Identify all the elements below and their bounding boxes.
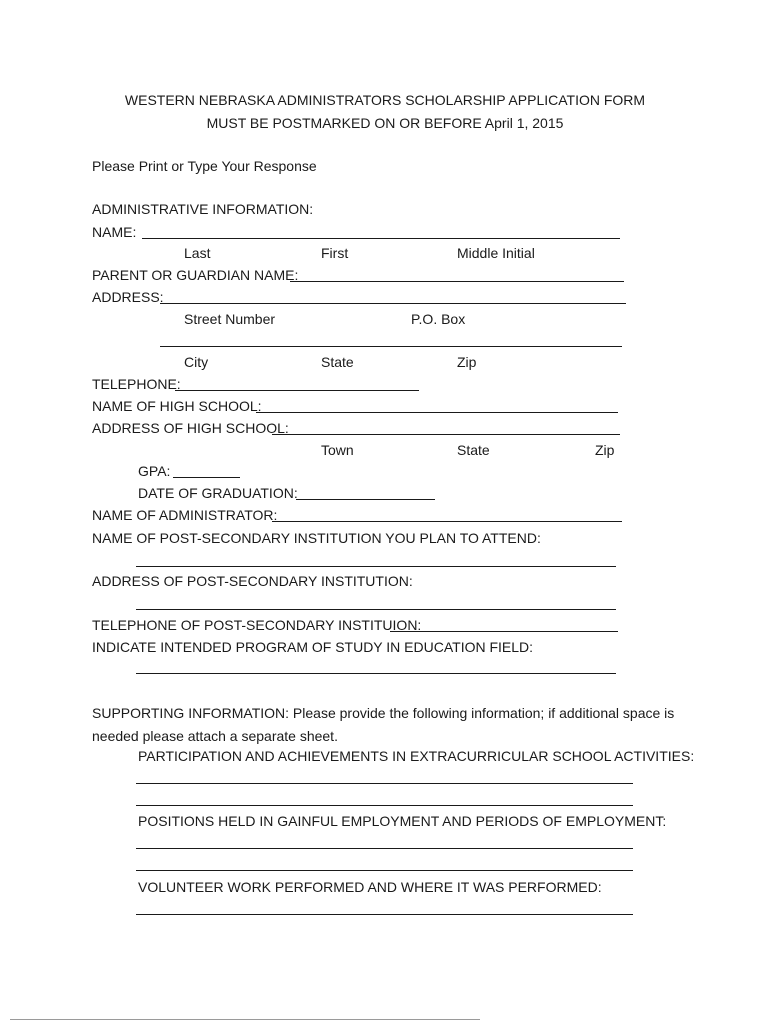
name-sub-last: Last (184, 245, 211, 261)
volunteer-label: VOLUNTEER WORK PERFORMED AND WHERE IT WAS PERFORMED: (138, 879, 602, 895)
postsecondary-phone-label: TELEPHONE OF POST-SECONDARY INSTITUION: (92, 617, 422, 633)
employment-field-2[interactable] (136, 870, 633, 871)
telephone-field[interactable] (175, 390, 419, 391)
postsecondary-address-field[interactable] (136, 609, 616, 610)
high-school-field[interactable] (256, 412, 618, 413)
address-sub-po: P.O. Box (411, 311, 466, 327)
admin-section-title: ADMINISTRATIVE INFORMATION: (92, 201, 314, 217)
postsecondary-field[interactable] (136, 566, 616, 567)
hs-address-sub-state: State (457, 442, 490, 458)
postsecondary-label: NAME OF POST-SECONDARY INSTITUTION YOU PLAN TO ATTEND: (92, 530, 541, 546)
administrator-label: NAME OF ADMINISTRATOR: (92, 507, 278, 523)
name-label: NAME: (92, 224, 137, 240)
graduation-label: DATE OF GRADUATION: (138, 485, 298, 501)
telephone-label: TELEPHONE: (92, 376, 181, 392)
deadline-notice: MUST BE POSTMARKED ON OR BEFORE April 1, 2015 (206, 115, 564, 131)
address-field-1[interactable] (160, 303, 626, 304)
employment-field-1[interactable] (136, 848, 633, 849)
name-field[interactable] (142, 238, 620, 239)
high-school-label: NAME OF HIGH SCHOOL: (92, 398, 262, 414)
address-sub-zip: Zip (457, 354, 477, 370)
program-field[interactable] (136, 673, 616, 674)
gpa-label: GPA: (138, 463, 171, 479)
postsecondary-address-label: ADDRESS OF POST-SECONDARY INSTITUTION: (92, 573, 413, 589)
volunteer-field[interactable] (136, 914, 633, 915)
supporting-intro-line1: SUPPORTING INFORMATION: Please provide the following information; if additional space is (92, 705, 675, 721)
graduation-field[interactable] (296, 499, 435, 500)
address-sub-city: City (184, 354, 209, 370)
scan-edge-line (10, 1019, 480, 1020)
parent-name-label: PARENT OR GUARDIAN NAME: (92, 267, 299, 283)
parent-name-field[interactable] (290, 281, 624, 282)
name-sub-middle: Middle Initial (457, 245, 535, 261)
address-label: ADDRESS: (92, 289, 164, 305)
hs-address-sub-zip: Zip (595, 442, 615, 458)
instructions: Please Print or Type Your Response (92, 158, 317, 174)
address-sub-street: Street Number (184, 311, 276, 327)
postsecondary-phone-field[interactable] (390, 631, 618, 632)
hs-address-field[interactable] (272, 434, 620, 435)
extracurricular-field-1[interactable] (136, 783, 633, 784)
hs-address-label: ADDRESS OF HIGH SCHOOL: (92, 420, 289, 436)
program-label: INDICATE INTENDED PROGRAM OF STUDY IN EDUCATION FIELD: (92, 639, 534, 655)
extracurricular-field-2[interactable] (136, 805, 633, 806)
hs-address-sub-town: Town (321, 442, 354, 458)
address-sub-state: State (321, 354, 354, 370)
supporting-intro-line2: needed please attach a separate sheet. (92, 728, 338, 744)
form-title: WESTERN NEBRASKA ADMINISTRATORS SCHOLARSHIP APPLICATION FORM (124, 92, 646, 108)
gpa-field[interactable] (173, 477, 240, 478)
administrator-field[interactable] (272, 521, 622, 522)
address-field-2[interactable] (160, 346, 622, 347)
employment-label: POSITIONS HELD IN GAINFUL EMPLOYMENT AND PERIODS OF EMPLOYMENT: (138, 813, 667, 829)
name-sub-first: First (321, 245, 349, 261)
extracurricular-label: PARTICIPATION AND ACHIEVEMENTS IN EXTRACURRICULAR SCHOOL ACTIVITIES: (138, 748, 695, 764)
